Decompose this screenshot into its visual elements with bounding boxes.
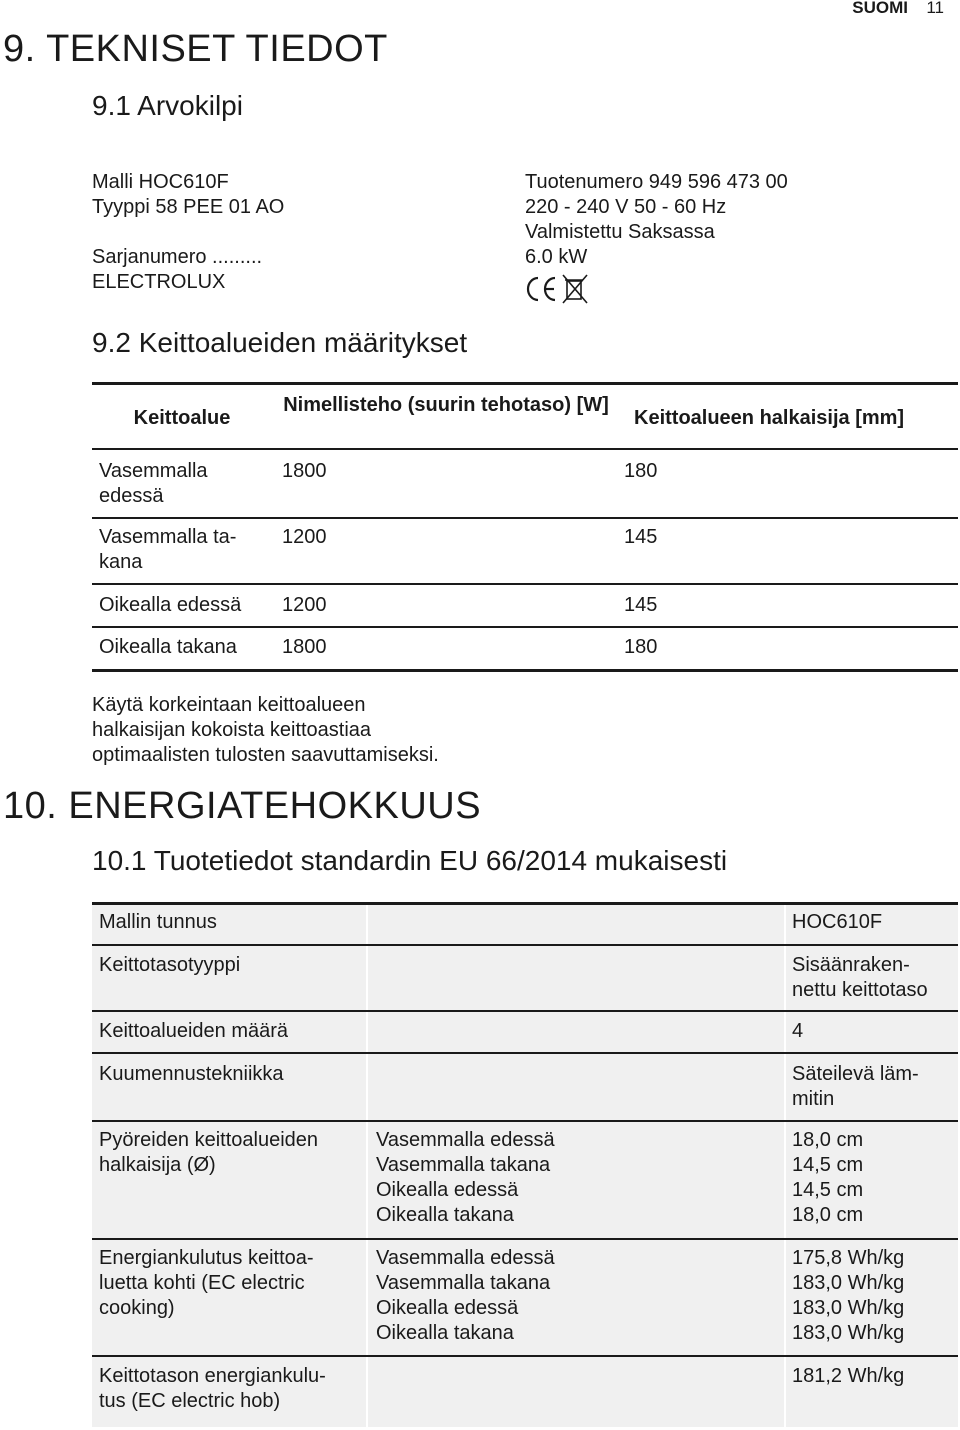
diameter-cell: 145 bbox=[624, 526, 658, 548]
section-9-2-title: 9.2 Keittoalueiden määritykset bbox=[92, 327, 468, 358]
value-cell: 181,2 Wh/kg bbox=[792, 1365, 905, 1387]
value-cell: 175,8 Wh/kg 183,0 Wh/kg 183,0 Wh/kg 183,0 Wh/kg bbox=[792, 1247, 905, 1344]
rating-plate-left bbox=[92, 170, 284, 295]
ce-weee-marks bbox=[525, 272, 589, 306]
diameter-cell: 180 bbox=[624, 636, 658, 658]
table-bottom-rule bbox=[92, 669, 958, 672]
zone-cell: Vasemmalla edessä bbox=[99, 460, 208, 507]
section-10-1-title: 10.1 Tuotetiedot standardin EU 66/2014 mukaisesti bbox=[92, 845, 728, 876]
row-rule bbox=[92, 1120, 958, 1122]
zone-list-cell: Vasemmalla edessä Vasemmalla takana Oikealla edessä Oikealla takana bbox=[376, 1247, 555, 1344]
language-label: SUOMI bbox=[852, 0, 908, 17]
label-cell: Keittoalueiden määrä bbox=[99, 1020, 289, 1042]
column-header-power: Nimellisteho (suurin tehotaso) [W] bbox=[283, 394, 609, 416]
diameter-cell: 180 bbox=[624, 460, 658, 482]
zone-cell: Oikealla takana bbox=[99, 636, 237, 658]
row-rule bbox=[92, 1238, 958, 1240]
column-separator bbox=[784, 902, 786, 1427]
serial-text: Sarjanumero ......... bbox=[92, 246, 263, 268]
row-rule bbox=[92, 1010, 958, 1012]
section-9-title: 9. TEKNISET TIEDOT bbox=[3, 28, 388, 70]
made-in-text: Valmistettu Saksassa bbox=[525, 221, 715, 243]
label-cell: Kuumennustekniikka bbox=[99, 1063, 284, 1085]
section-10-title: 10. ENERGIATEHOKKUUS bbox=[3, 785, 482, 827]
section-9-1-title: 9.1 Arvokilpi bbox=[92, 90, 243, 121]
row-rule bbox=[92, 1052, 958, 1054]
value-cell: 18,0 cm 14,5 cm 14,5 cm 18,0 cm bbox=[792, 1129, 864, 1226]
usage-note: Käytä korkeintaan keittoalueen halkaisijan kokoista keittoastiaa optimaalisten tulosten saavuttamiseksi. bbox=[92, 694, 439, 766]
column-header-zone: Keittoalue bbox=[133, 407, 231, 429]
table-top-rule bbox=[92, 902, 958, 905]
label-cell: Energiankulutus keittoa- luetta kohti (EC electric cooking) bbox=[99, 1247, 314, 1319]
row-rule bbox=[92, 944, 958, 946]
voltage-text: 220 - 240 V 50 - 60 Hz bbox=[525, 196, 727, 218]
page-number: 11 bbox=[926, 0, 944, 17]
row-rule bbox=[92, 517, 958, 519]
label-cell: Keittotasotyyppi bbox=[99, 954, 241, 976]
power-cell: 1200 bbox=[282, 526, 327, 548]
brand-text: ELECTROLUX bbox=[92, 271, 226, 293]
value-cell: Säteilevä läm- mitin bbox=[792, 1063, 919, 1110]
row-rule bbox=[92, 1355, 958, 1357]
value-cell: 4 bbox=[792, 1020, 804, 1042]
rating-plate-right bbox=[525, 170, 788, 270]
ce-mark-icon bbox=[528, 278, 555, 300]
type-text: Tyyppi 58 PEE 01 AO bbox=[92, 196, 285, 218]
column-header-diameter: Keittoalueen halkaisija [mm] bbox=[634, 407, 905, 429]
zone-cell: Oikealla edessä bbox=[99, 594, 242, 616]
product-number-text: Tuotenumero 949 596 473 00 bbox=[525, 171, 788, 193]
label-cell: Pyöreiden keittoalueiden halkaisija (Ø) bbox=[99, 1129, 319, 1176]
row-rule bbox=[92, 626, 958, 628]
power-cell: 1800 bbox=[282, 460, 327, 482]
column-separator bbox=[366, 902, 368, 1427]
zone-list-cell: Vasemmalla edessä Vasemmalla takana Oikealla edessä Oikealla takana bbox=[376, 1129, 555, 1226]
table-header-rule bbox=[92, 448, 958, 450]
label-cell: Keittotason energiankulu- tus (EC electric hob) bbox=[99, 1365, 326, 1412]
label-cell: Mallin tunnus bbox=[99, 911, 217, 933]
row-rule bbox=[92, 583, 958, 585]
power-cell: 1800 bbox=[282, 636, 327, 658]
value-cell: HOC610F bbox=[792, 911, 883, 933]
table-top-rule bbox=[92, 382, 958, 385]
diameter-cell: 145 bbox=[624, 594, 658, 616]
power-text: 6.0 kW bbox=[525, 246, 588, 268]
value-cell: Sisäänraken- nettu keittotaso bbox=[792, 954, 928, 1001]
zone-cell: Vasemmalla ta- kana bbox=[99, 526, 237, 573]
power-cell: 1200 bbox=[282, 594, 327, 616]
model-text: Malli HOC610F bbox=[92, 171, 229, 193]
crossed-out-bin-icon bbox=[563, 275, 587, 303]
